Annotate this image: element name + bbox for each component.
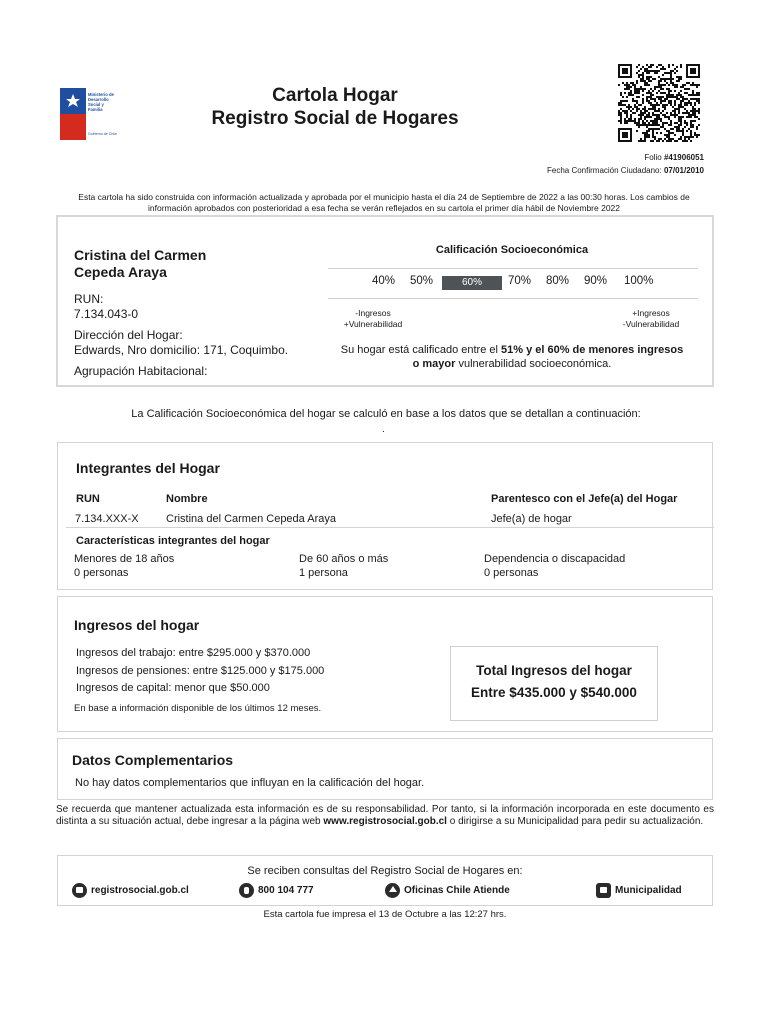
carac-value: 0 personas xyxy=(484,567,539,579)
header-parentesco: Parentesco con el Jefe(a) del Hogar xyxy=(491,493,678,505)
divider xyxy=(328,268,698,269)
total-ingresos-box xyxy=(450,646,658,721)
total-title: Total Ingresos del hogar xyxy=(476,663,632,678)
contact-web[interactable] xyxy=(72,883,189,899)
scale-left-label xyxy=(328,308,418,330)
carac-value: 0 personas xyxy=(74,567,129,579)
ingreso-trabajo: Ingresos del trabajo: entre $295.000 y $370.000 xyxy=(76,647,311,659)
logo-line-2: Desarrollo xyxy=(88,97,109,102)
ministry-logo xyxy=(60,88,122,140)
building-icon xyxy=(596,883,611,898)
logo-line-3: Social y xyxy=(88,102,104,107)
ingresos-title: Ingresos del hogar xyxy=(74,617,200,633)
caracteristicas-title: Características integrantes del hogar xyxy=(76,535,270,547)
calificacion-text xyxy=(336,343,688,371)
datos-box xyxy=(57,738,713,800)
run-value: 7.134.043-0 xyxy=(74,307,139,321)
scale-60-selected: 60% xyxy=(442,276,502,290)
summary-box xyxy=(56,215,714,387)
title-line-1: Cartola Hogar xyxy=(272,85,398,106)
ingresos-note: En base a información disponible de los últimos 12 meses. xyxy=(74,703,322,714)
carac-label: De 60 años o más xyxy=(299,553,389,565)
carac-menores xyxy=(74,552,174,580)
run-label: RUN: xyxy=(74,292,104,306)
contact-municipalidad[interactable] xyxy=(596,883,682,899)
address-label: Dirección del Hogar: xyxy=(74,328,183,342)
integrantes-title: Integrantes del Hogar xyxy=(76,460,220,476)
left-label-2: +Vulnerabilidad xyxy=(343,319,403,329)
calif-text-c: vulnerabilidad socioeconómica. xyxy=(455,358,612,370)
carac-mayores xyxy=(299,552,388,580)
ingresos-list xyxy=(76,645,324,698)
person-info xyxy=(74,292,288,379)
contact-chile-atiende[interactable] xyxy=(385,883,510,899)
confirm-date-value: 07/01/2010 xyxy=(663,166,704,175)
folio-label: Folio xyxy=(644,153,662,162)
responsibility-text xyxy=(56,804,714,828)
scale-100: 100% xyxy=(624,275,654,287)
calif-text-bold: 51% y el 60% de menores ingresos o mayor xyxy=(412,344,684,370)
person-name xyxy=(74,247,206,281)
ingreso-pensiones: Ingresos de pensiones: entre $125.000 y $175.000 xyxy=(76,664,325,677)
row-run: 7.134.XXX-X xyxy=(75,513,139,525)
logo-line-1: Ministerio de xyxy=(88,92,114,97)
carac-dependencia xyxy=(484,552,625,580)
person-name-line-1: Cristina del Carmen xyxy=(74,247,207,263)
home-icon xyxy=(385,883,400,898)
scale-50: 50% xyxy=(410,275,434,287)
contact-web-label: registrosocial.gob.cl xyxy=(91,885,189,897)
total-value: Entre $435.000 y $540.000 xyxy=(471,685,637,700)
folio-block xyxy=(547,151,704,177)
contact-phone-label: 800 104 777 xyxy=(258,885,314,897)
logo-line-4: Familia xyxy=(88,107,103,112)
row-nombre: Cristina del Carmen Cepeda Araya xyxy=(166,513,336,525)
scale-right-label xyxy=(606,308,696,330)
scale-70: 70% xyxy=(508,275,532,287)
resp-text-a: Se recuerda que mantener actualizada esta información es de su responsabilidad. Por tanto, si la información incorporada en este documento es distinta a su situación actual, debe ingresar a la página web xyxy=(56,804,714,827)
person-name-line-2: Cepeda Araya xyxy=(74,264,167,280)
ingresos-box xyxy=(57,596,713,732)
carac-label: Menores de 18 años xyxy=(74,553,175,565)
phone-icon xyxy=(239,883,254,898)
divider xyxy=(328,298,698,299)
page-title xyxy=(150,84,520,130)
confirm-date-label: Fecha Confirmación Ciudadano: xyxy=(546,166,662,175)
qr-code-icon xyxy=(618,64,700,142)
scale-40: 40% xyxy=(372,275,396,287)
calificacion-title: Calificación Socioeconómica xyxy=(435,244,589,256)
basis-text: La Calificación Socioeconómica del hogar se calculó en base a los datos que se detallan a continuación: xyxy=(131,408,641,420)
divider xyxy=(66,527,714,528)
right-label-1: +Ingresos xyxy=(632,308,670,318)
basis-dot: . xyxy=(382,424,385,435)
datos-title: Datos Complementarios xyxy=(72,752,234,768)
contacts-box xyxy=(57,855,713,906)
scale-80: 80% xyxy=(546,275,570,287)
header-nombre: Nombre xyxy=(166,493,208,505)
ingreso-capital: Ingresos de capital: menor que $50.000 xyxy=(76,682,270,694)
carac-label: Dependencia o discapacidad xyxy=(484,553,626,565)
computer-icon xyxy=(72,883,87,898)
header-run: RUN xyxy=(76,493,100,505)
registro-link[interactable]: www.registrosocial.gob.cl xyxy=(323,816,447,827)
calificacion-scale xyxy=(358,275,688,291)
contact-chile-atiende-label: Oficinas Chile Atiende xyxy=(404,885,510,897)
contacts-title: Se reciben consultas del Registro Social de Hogares en: xyxy=(247,865,523,877)
printed-date: Esta cartola fue impresa el 13 de Octubre a las 12:27 hrs. xyxy=(263,909,507,920)
right-label-2: -Vulnerabilidad xyxy=(622,319,680,329)
integrantes-box xyxy=(57,442,713,590)
title-line-2: Registro Social de Hogares xyxy=(211,108,459,129)
calif-text-a: Su hogar está calificado entre el xyxy=(340,344,501,356)
scale-90: 90% xyxy=(584,275,608,287)
contact-municipalidad-label: Municipalidad xyxy=(615,885,682,897)
group-label: Agrupación Habitacional: xyxy=(74,364,208,378)
datos-text: No hay datos complementarios que influyan en la calificación del hogar. xyxy=(75,777,425,789)
contact-phone[interactable] xyxy=(239,883,314,899)
address-value: Edwards, Nro domicilio: 171, Coquimbo. xyxy=(74,343,289,357)
row-parentesco: Jefe(a) de hogar xyxy=(491,513,572,525)
folio-value: #41906051 xyxy=(663,153,704,162)
left-label-1: -Ingresos xyxy=(355,308,391,318)
logo-line-5: Gobierno de Chile xyxy=(88,132,117,136)
resp-text-b: o dirigirse a su Municipalidad para pedir su actualización. xyxy=(446,816,704,827)
update-notice: Esta cartola ha sido construida con información actualizada y aprobada por el municipio hasta el día 24 de Septiembre de 2022 a las 00:30 horas. Los cambios de información aprobados con posterioridad a esa fecha se verán reflejados en su cartola el primer día hábil de Noviembre 2022 xyxy=(78,192,690,213)
carac-value: 1 persona xyxy=(299,567,348,579)
